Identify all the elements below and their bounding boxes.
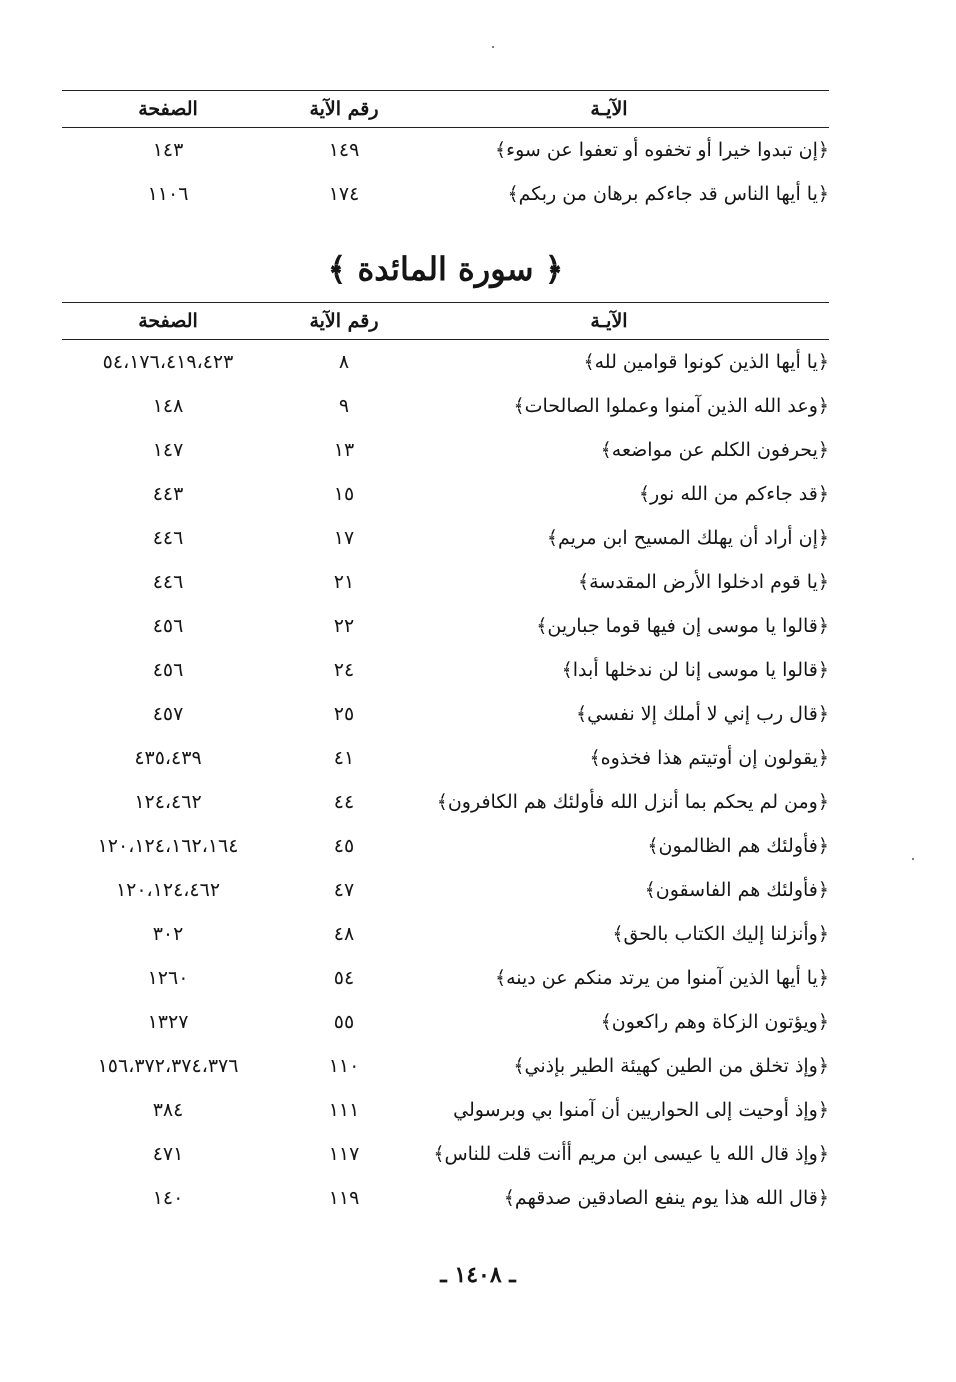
- aya-text: ﴿يا قوم ادخلوا الأرض المقدسة﴾: [577, 571, 829, 593]
- table-row: [62, 868, 829, 912]
- aya-text: ﴿إن تبدوا خيرا أو تخفوه أو تعفوا عن سوء﴾: [495, 139, 829, 161]
- header-page: الصفحة: [138, 98, 198, 120]
- aya-text: ﴿ويؤتون الزكاة وهم راكعون﴾: [600, 1011, 829, 1033]
- verse-number: ٩: [338, 395, 350, 417]
- table-row: [62, 1132, 829, 1176]
- aya-text: ﴿يحرفون الكلم عن مواضعه﴾: [600, 439, 829, 461]
- page-refs: ١٢٠،١٢٤،٤٦٢: [115, 879, 221, 901]
- page-refs: ٤٤٦: [152, 571, 184, 593]
- page-refs: ٥٤،١٧٦،٤١٩،٤٢٣: [102, 351, 234, 373]
- page-refs: ١٤٧: [152, 439, 184, 461]
- verse-number: ٢٥: [333, 703, 355, 725]
- header-aya: الآيـة: [590, 98, 628, 120]
- table-header: [62, 302, 829, 340]
- page-refs: ٣٨٤: [152, 1099, 184, 1121]
- verse-number: ٢٢: [333, 615, 355, 637]
- verse-number: ١١٠: [328, 1055, 360, 1077]
- table-header: [62, 90, 829, 128]
- table-row: [62, 560, 829, 604]
- verse-number: ١٧: [333, 527, 355, 549]
- page-refs: ١٤٣: [152, 139, 184, 161]
- verse-number: ٤٤: [333, 791, 355, 813]
- aya-text: ﴿قالوا يا موسى إنا لن ندخلها أبدا﴾: [561, 659, 829, 681]
- table-row: [62, 172, 829, 216]
- verse-number: ٨: [338, 351, 350, 373]
- aya-text: ﴿ومن لم يحكم بما أنزل الله فأولئك هم الكافرون﴾: [436, 791, 829, 813]
- aya-text: ﴿قال رب إني لا أملك إلا نفسي﴾: [575, 703, 829, 725]
- verse-number: ٥٤: [333, 967, 355, 989]
- verse-number: ٤٥: [333, 835, 355, 857]
- table-row: [62, 648, 829, 692]
- page-refs: ١٥٦،٣٧٢،٣٧٤،٣٧٦: [97, 1055, 239, 1077]
- verse-number: ٤١: [333, 747, 355, 769]
- aya-text: ﴿وإذ تخلق من الطين كهيئة الطير بإذني﴾: [513, 1055, 829, 1077]
- aya-text: ﴿فأولئك هم الفاسقون﴾: [644, 879, 829, 901]
- verse-number: ٢١: [333, 571, 355, 593]
- page-refs: ١٤٠: [152, 1187, 184, 1209]
- table-row: [62, 340, 829, 384]
- verse-number: ١١٧: [328, 1143, 360, 1165]
- scan-speck: [912, 858, 914, 860]
- header-verse-number: رقم الآية: [309, 98, 379, 120]
- table-row: [62, 1000, 829, 1044]
- table-row: [62, 692, 829, 736]
- verse-number: ٤٧: [333, 879, 355, 901]
- table-row: [62, 1044, 829, 1088]
- page-refs: ٤٤٦: [152, 527, 184, 549]
- table-row: [62, 472, 829, 516]
- page-refs: ٤٥٧: [152, 703, 184, 725]
- verse-number: ١٧٤: [328, 183, 360, 205]
- index-table-previous-surah: [62, 90, 829, 216]
- table-row: [62, 384, 829, 428]
- table-row: [62, 516, 829, 560]
- page-refs: ١٣٢٧: [147, 1011, 189, 1033]
- verse-number: ٤٨: [333, 923, 355, 945]
- aya-text: ﴿إن أراد أن يهلك المسيح ابن مريم﴾: [546, 527, 829, 549]
- aya-text: ﴿يا أيها الذين كونوا قوامين لله﴾: [583, 351, 829, 373]
- verse-number: ١٤٩: [328, 139, 360, 161]
- page-refs: ١٢٦٠: [147, 967, 189, 989]
- page-refs: ٤٧١: [152, 1143, 184, 1165]
- aya-text: ﴿وعد الله الذين آمنوا وعملوا الصالحات﴾: [513, 395, 829, 417]
- table-row: [62, 128, 829, 172]
- header-verse-number: رقم الآية: [309, 310, 379, 332]
- page-refs: ٤٥٦: [152, 659, 184, 681]
- verse-number: ٥٥: [333, 1011, 355, 1033]
- aya-text: ﴿قد جاءكم من الله نور﴾: [638, 483, 829, 505]
- table-row: [62, 956, 829, 1000]
- table-body: [62, 128, 829, 216]
- table-row: [62, 736, 829, 780]
- page-refs: ١٢٠،١٢٤،١٦٢،١٦٤: [97, 835, 239, 857]
- table-row: [62, 780, 829, 824]
- aya-text: ﴿يقولون إن أوتيتم هذا فخذوه﴾: [589, 747, 829, 769]
- table-body: [62, 340, 829, 1220]
- page-refs: ٤٣٥،٤٣٩: [134, 747, 202, 769]
- table-row: [62, 1088, 829, 1132]
- surah-title: ﴿ سورة المائدة ﴾: [327, 250, 564, 288]
- verse-number: ١٥: [333, 483, 355, 505]
- verse-number: ٢٤: [333, 659, 355, 681]
- verse-number: ١١٩: [328, 1187, 360, 1209]
- table-row: [62, 604, 829, 648]
- table-row: [62, 428, 829, 472]
- aya-text: ﴿يا أيها الذين آمنوا من يرتد منكم عن دينه﴾: [494, 967, 829, 989]
- header-page: الصفحة: [138, 310, 198, 332]
- aya-text: ﴿يا أيها الناس قد جاءكم برهان من ربكم﴾: [507, 183, 829, 205]
- header-aya: الآيـة: [590, 310, 628, 332]
- page-refs: ١٢٤،٤٦٢: [134, 791, 202, 813]
- scan-speck: [492, 46, 494, 48]
- aya-text: ﴿قالوا يا موسى إن فيها قوما جبارين﴾: [536, 615, 829, 637]
- page-number: ـ ١٤٠٨ ـ: [440, 1262, 516, 1288]
- table-row: [62, 824, 829, 868]
- index-table-al-maidah: [62, 302, 829, 1220]
- page-refs: ١١٠٦: [147, 183, 189, 205]
- page-refs: ١٤٨: [152, 395, 184, 417]
- page-refs: ٤٤٣: [152, 483, 184, 505]
- verse-number: ١٣: [333, 439, 355, 461]
- aya-text: ﴿وأنزلنا إليك الكتاب بالحق﴾: [612, 923, 829, 945]
- page-refs: ٣٠٢: [152, 923, 184, 945]
- aya-text: ﴿وإذ قال الله يا عيسى ابن مريم أأنت قلت للناس﴾: [433, 1143, 829, 1165]
- aya-text: ﴿وإذ أوحيت إلى الحواريين أن آمنوا بي وبرسولي: [453, 1099, 829, 1121]
- table-row: [62, 912, 829, 956]
- aya-text: ﴿فأولئك هم الظالمون﴾: [647, 835, 829, 857]
- verse-number: ١١١: [328, 1099, 360, 1121]
- aya-text: ﴿قال الله هذا يوم ينفع الصادقين صدقهم﴾: [503, 1187, 829, 1209]
- table-row: [62, 1176, 829, 1220]
- page-refs: ٤٥٦: [152, 615, 184, 637]
